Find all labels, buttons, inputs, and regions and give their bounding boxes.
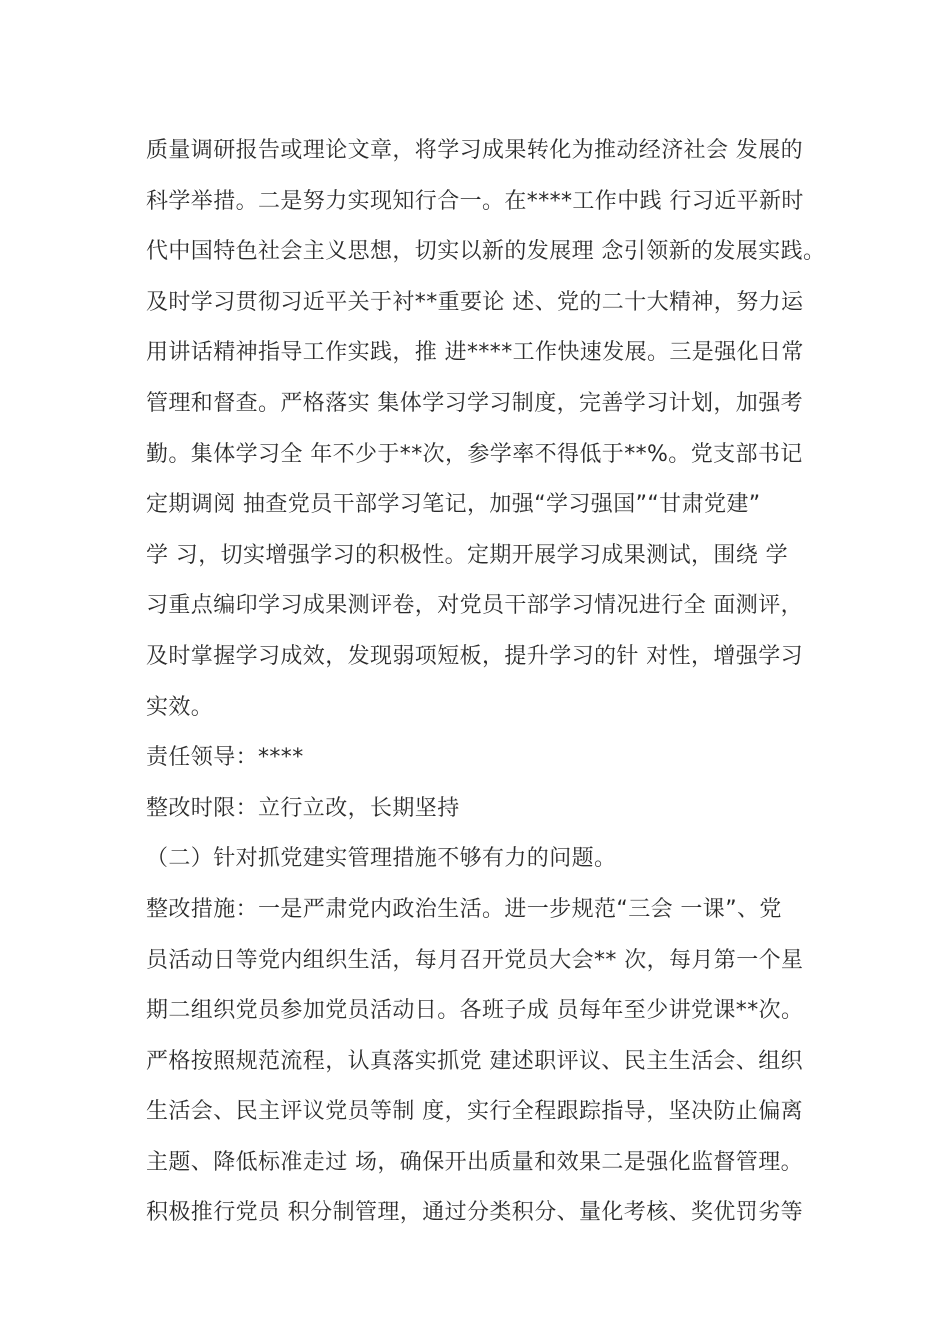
section-heading: （二）针对抓党建实管理措施不够有力的问题。 bbox=[146, 846, 617, 872]
text-line: 主题、降低标准走过 场，确保开出质量和效果二是强化监督管理。 bbox=[146, 1149, 803, 1175]
text-line: 勤。集体学习全 年不少于**次，参学率不得低于**%。党支部书记 bbox=[146, 441, 803, 467]
text-line: 习重点编印学习成果测评卷，对党员干部学习情况进行全 面测评， bbox=[146, 593, 803, 619]
responsible-leader-line: 责任领导：**** bbox=[146, 745, 304, 771]
text-line: 生活会、民主评议党员等制 度，实行全程跟踪指导，坚决防止偏离 bbox=[146, 1099, 803, 1125]
text-line: 整改措施：一是严肃党内政治生活。进一步规范“三会 一课”、党 bbox=[146, 896, 782, 922]
text-line: 用讲话精神指导工作实践，推 进****工作快速发展。三是强化日常 bbox=[146, 340, 804, 366]
text-line: 员活动日等党内组织生活，每月召开党员大会** 次，每月第一个星 bbox=[146, 947, 804, 973]
text-line: 期二组织党员参加党员活动日。各班子成 员每年至少讲党课**次。 bbox=[146, 998, 804, 1024]
text-line: 及时掌握学习成效，发现弱项短板，提升学习的针 对性，增强学习 bbox=[146, 643, 803, 669]
document-body bbox=[146, 132, 836, 1245]
text-line: 积极推行党员 积分制管理，通过分类积分、量化考核、奖优罚劣等 bbox=[146, 1200, 803, 1226]
text-line: 定期调阅 抽查党员干部学习笔记，加强“学习强国”“甘肃党建” bbox=[146, 492, 761, 518]
text-line: 实效。 bbox=[146, 694, 214, 720]
text-line: 管理和督查。严格落实 集体学习学习制度，完善学习计划，加强考 bbox=[146, 390, 803, 416]
text-line: 及时学习贯彻习近平关于衬**重要论 述、党的二十大精神，努力运 bbox=[146, 289, 804, 315]
text-line: 科学举措。二是努力实现知行合一。在****工作中践 行习近平新时 bbox=[146, 188, 804, 214]
text-line: 质量调研报告或理论文章，将学习成果转化为推动经济社会 发展的 bbox=[146, 138, 803, 163]
text-line: 代中国特色社会主义思想，切实以新的发展理 念引领新的发展实践。 bbox=[146, 239, 826, 265]
deadline-line: 整改时限：立行立改，长期坚持 bbox=[146, 795, 460, 821]
text-line: 严格按照规范流程，认真落实抓党 建述职评议、民主生活会、组织 bbox=[146, 1048, 803, 1074]
text-line: 学 习，切实增强学习的积极性。定期开展学习成果测试，围绕 学 bbox=[146, 542, 788, 568]
